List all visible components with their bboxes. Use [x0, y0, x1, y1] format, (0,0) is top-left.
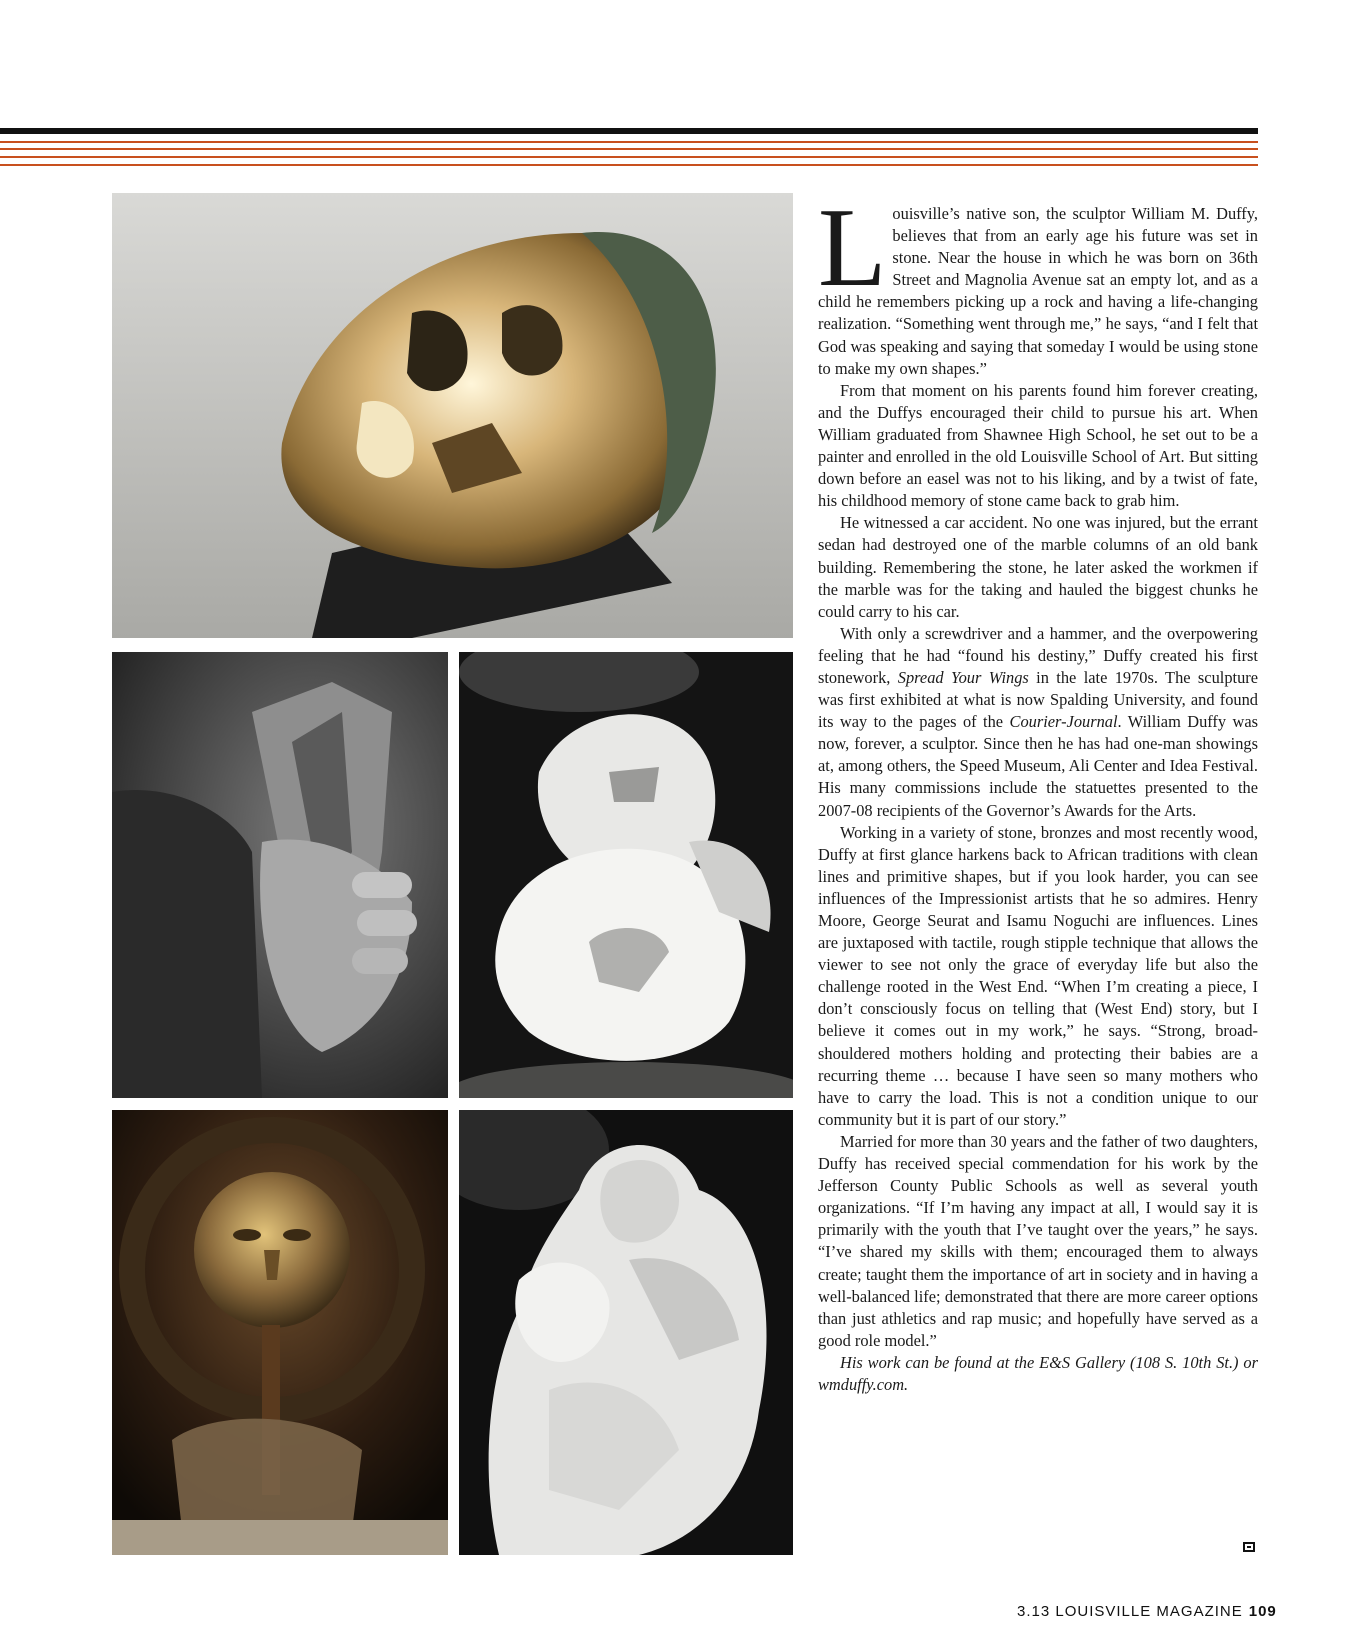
- page-footer: [1017, 1603, 1277, 1620]
- article-paragraph: With only a screwdriver and a hammer, and the overpowering feeling that he had “found his destiny,” Duffy created his first stonework, Spread Your Wings in the late 1970s. The sculpture was first exhibited at what is now Spalding University, and found its way to the pages of the Courier-Journal. William Duffy was now, forever, a sculptor. Since then he has had one-man showings at, among others, the Speed Museum, Ali Center and Idea Festival. His many commissions include the statuettes presented to the 2007-08 recipients of the Governor’s Awards for the Arts.: [818, 623, 1258, 820]
- hand-holding-stone-face-photo: [112, 652, 448, 1098]
- bronze-head-sculpture-photo: [112, 193, 793, 638]
- artwork-title: Spread Your Wings: [897, 667, 1029, 687]
- article-paragraph: Married for more than 30 years and the father of two daughters, Duffy has received special commendation for his work by the Jefferson County Public Schools as well as several youth organizations. “If I’m having any impact at all, I would say it is primarily with the youth that I’ve taught over the years,” he says. “I’ve shared my skills with them; encouraged them to always create; taught them the importance of art in society and in having a well-balanced life; demonstrated that there are more career options than just athletics and rap music; and hopefully have served as a good role model.”: [818, 1131, 1258, 1350]
- gallery-credit: His work can be found at the E&S Gallery (108 S. 10th St.) or wmduffy.com.: [818, 1352, 1258, 1394]
- header-rule-orange: [0, 156, 1258, 158]
- bronze-face-on-stand-photo: [112, 1110, 448, 1555]
- article-body: [818, 186, 1258, 1396]
- header-rule-orange: [0, 141, 1258, 143]
- end-mark-icon: [1243, 1542, 1255, 1552]
- header-rule-orange: [0, 164, 1258, 166]
- article-paragraph: He witnessed a car accident. No one was injured, but the errant sedan had destroyed one of the marble columns of an old bank building. Remembering the stone, he later asked the workmen if the marble was for the taking and hauled the biggest chunks he could carry to his car.: [818, 513, 1258, 621]
- header-rule-orange: [0, 148, 1258, 150]
- white-stone-faces-photo: [459, 652, 793, 1098]
- drop-cap: L: [818, 186, 887, 310]
- issue-label: 3.13 LOUISVILLE MAGAZINE: [1017, 1603, 1243, 1620]
- page-number: 109: [1248, 1603, 1277, 1620]
- newspaper-title: Courier-Journal: [1009, 712, 1118, 732]
- article-paragraph: From that moment on his parents found him forever creating, and the Duffys encouraged their child to pursue his art. When William graduated from Shawnee High School, he set out to be a painter and enrolled in the old Louisville School of Art. But sitting down before an easel was not to his liking, and by a twist of fate, his childhood memory of stone came back to grab him.: [818, 380, 1258, 511]
- mother-and-child-sculpture-photo: [459, 1110, 793, 1555]
- header-rule-black: [0, 128, 1258, 134]
- article-paragraph: Working in a variety of stone, bronzes and most recently wood, Duffy at first glance harkens back to African traditions with clean lines and primitive shapes, but if you look harder, you can see influences of the Impressionist artists that he so admires. Henry Moore, George Seurat and Isamu Noguchi are influences. Lines are juxtaposed with tactile, rough stipple technique that allows the viewer to see not only the grace of everyday life but also the challenge rooted in the West End. “When I’m creating a piece, I don’t consciously focus on telling that (West End) story, but I believe it comes out in my work,” he says. “Strong, broad-shouldered mothers holding and protecting their babies are a recurring theme … because I have seen so many mothers who have to carry the load. This is not a condition unique to our community but it is part of our story.”: [818, 822, 1258, 1129]
- article-paragraph: Louisville’s native son, the sculptor William M. Duffy, believes that from an early age his future was set in stone. Near the house in which he was born on 36th Street and Magnolia Avenue sat an empty lot, and as a child he remembers picking up a rock and having a life-changing realization. “Something went through me,” he says, “and I felt that God was speaking and saying that someday I would be using stone to make my own shapes.”: [818, 186, 1258, 378]
